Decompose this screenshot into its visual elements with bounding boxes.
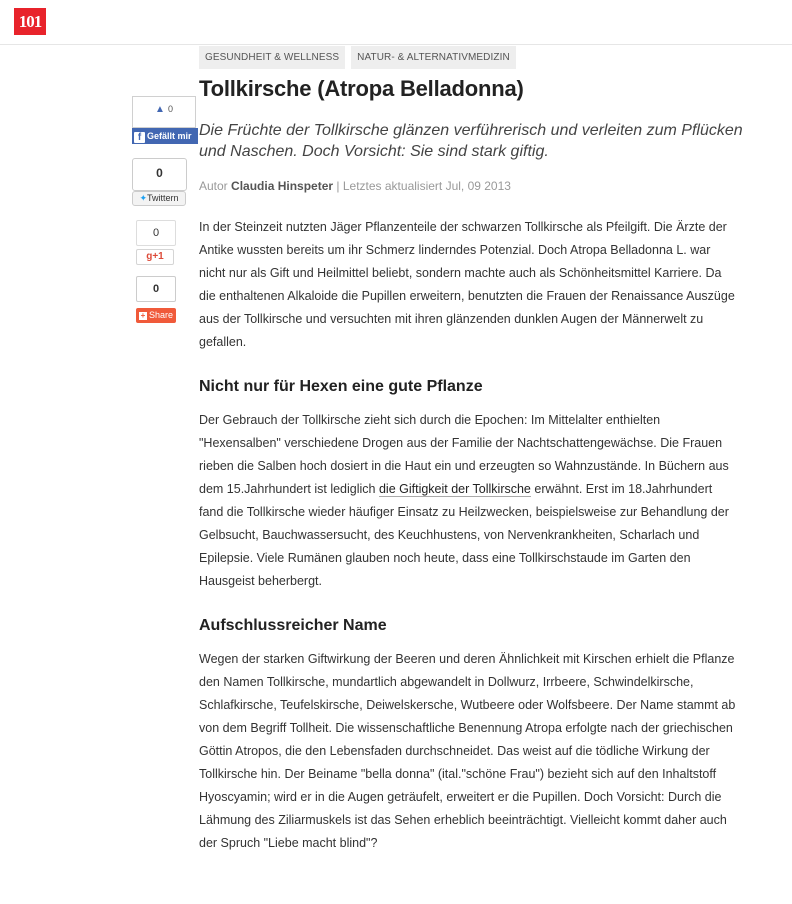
last-updated: | Letztes aktualisiert Jul, 09 2013 [336, 179, 511, 193]
share-button[interactable]: + Share [136, 308, 176, 323]
header-divider [0, 44, 792, 45]
facebook-icon: f [134, 132, 145, 143]
share-count: 0 [136, 276, 176, 302]
plus-icon: + [140, 311, 146, 320]
article-title: Tollkirsche (Atropa Belladonna) [199, 76, 524, 101]
category-tag-nature[interactable]: NATUR- & ALTERNATIVMEDIZIN [351, 46, 516, 69]
category-tags [199, 46, 516, 69]
gplus-count: 0 [136, 220, 176, 246]
paragraph-intro: In der Steinzeit nutzten Jäger Pflanzenteile der schwarzen Tollkirsche als Pfeilgift. Die Ärzte der Antike wussten bereits um ihr Schmerz linderndes Potenzial. Doch Atropa Belladonna L. war nicht nur als Gift und Heilmittel beliebt, sondern machte auch als Schönheitsmittel Karriere. Da die enthaltenen Alkaloide die Pupillen erweitern, benutzten die Frauen der Renaissance Auszüge aus der Tollkirsche und versuchten mit ihren glänzenden dunklen Augen der Männerwelt zu gefallen. [199, 220, 735, 349]
gplus-icon: g [146, 251, 153, 262]
author-name[interactable]: Claudia Hinspeter [231, 179, 334, 193]
facebook-like-button[interactable]: f Gefällt mir [132, 128, 198, 144]
section-heading-hexen: Nicht nur für Hexen eine gute Pflanze [199, 378, 483, 395]
category-tag-health[interactable]: GESUNDHEIT & WELLNESS [199, 46, 345, 69]
twitter-bird-icon: ✦ [139, 193, 148, 203]
byline [199, 179, 511, 193]
article-lead: Die Früchte der Tollkirsche glänzen verführerisch und verleiten zum Pflücken und Naschen. Doch Vorsicht: Sie sind stark giftig. [199, 122, 743, 160]
paragraph-history: Der Gebrauch der Tollkirsche zieht sich durch die Epochen: Im Mittelalter enthielten "Hexensalben" verschiedene Drogen aus der Familie der Nachtschattengewächse. Die Frauen rieben die Salben hoch dosiert in die Haut ein und erzeugten so Wahnzustände. In Büchern aus dem 15.Jahrhundert ist lediglich die Giftigkeit der Tollkirsche erwähnt. Erst im 18.Jahrhundert fand die Tollkirsche wieder häufiger Einsatz zu Heilzwecken, beispielsweise zur Behandlung der Gelbsucht, Bauchwassersucht, des Keuchhustens, von Nervenkrankheiten, Scharlach und Epilepsie. Viele Rumänen glauben noch heute, dass eine Tollkirschstaude im Garten den Hausgeist beherbergt. [199, 413, 729, 588]
twitter-count: 0 [132, 158, 187, 191]
section-heading-name: Aufschlussreicher Name [199, 617, 387, 634]
facebook-like-count: ▲ 0 [132, 96, 196, 128]
toxicity-link[interactable]: die Giftigkeit der Tollkirsche [378, 482, 531, 496]
byline-prefix: Autor [199, 179, 228, 193]
site-logo[interactable]: 101 [14, 8, 46, 35]
thumbs-up-icon: ▲ [155, 104, 165, 115]
paragraph-name: Wegen der starken Giftwirkung der Beeren und deren Ähnlichkeit mit Kirschen erhielt die Pflanze den Namen Tollkirsche, mundartlich abgewandelt in Dollwurz, Irrbeere, Schwindelkirsche, Schlafkirsche, Teufelskirsche, Deiwelskersche, Wutbeere oder Wolfsbeere. Der Name stammt ab von dem Begriff Tollheit. Die wissenschaftliche Benennung Atropa erfolgte nach der griechischen Göttin Atropos, die den Lebensfaden durchschneidet. Das weist auf die tödliche Wirkung der Tollkirsche hin. Der Beiname "bella donna" (ital."schöne Frau") bezieht sich auf den Inhaltstoff Hyoscyamin; wird er in die Augen geträufelt, erweitert er die Pupillen. Doch Vorsicht: Durch die Lähmung des Ziliarmuskels ist das Sehen erheblich beeinträchtigt. Vielleicht kommt daher auch der Spruch "Liebe macht blind"? [199, 652, 736, 850]
gplus-button[interactable]: g+1 [136, 249, 174, 265]
twitter-tweet-button[interactable]: ✦Twittern [132, 191, 186, 206]
